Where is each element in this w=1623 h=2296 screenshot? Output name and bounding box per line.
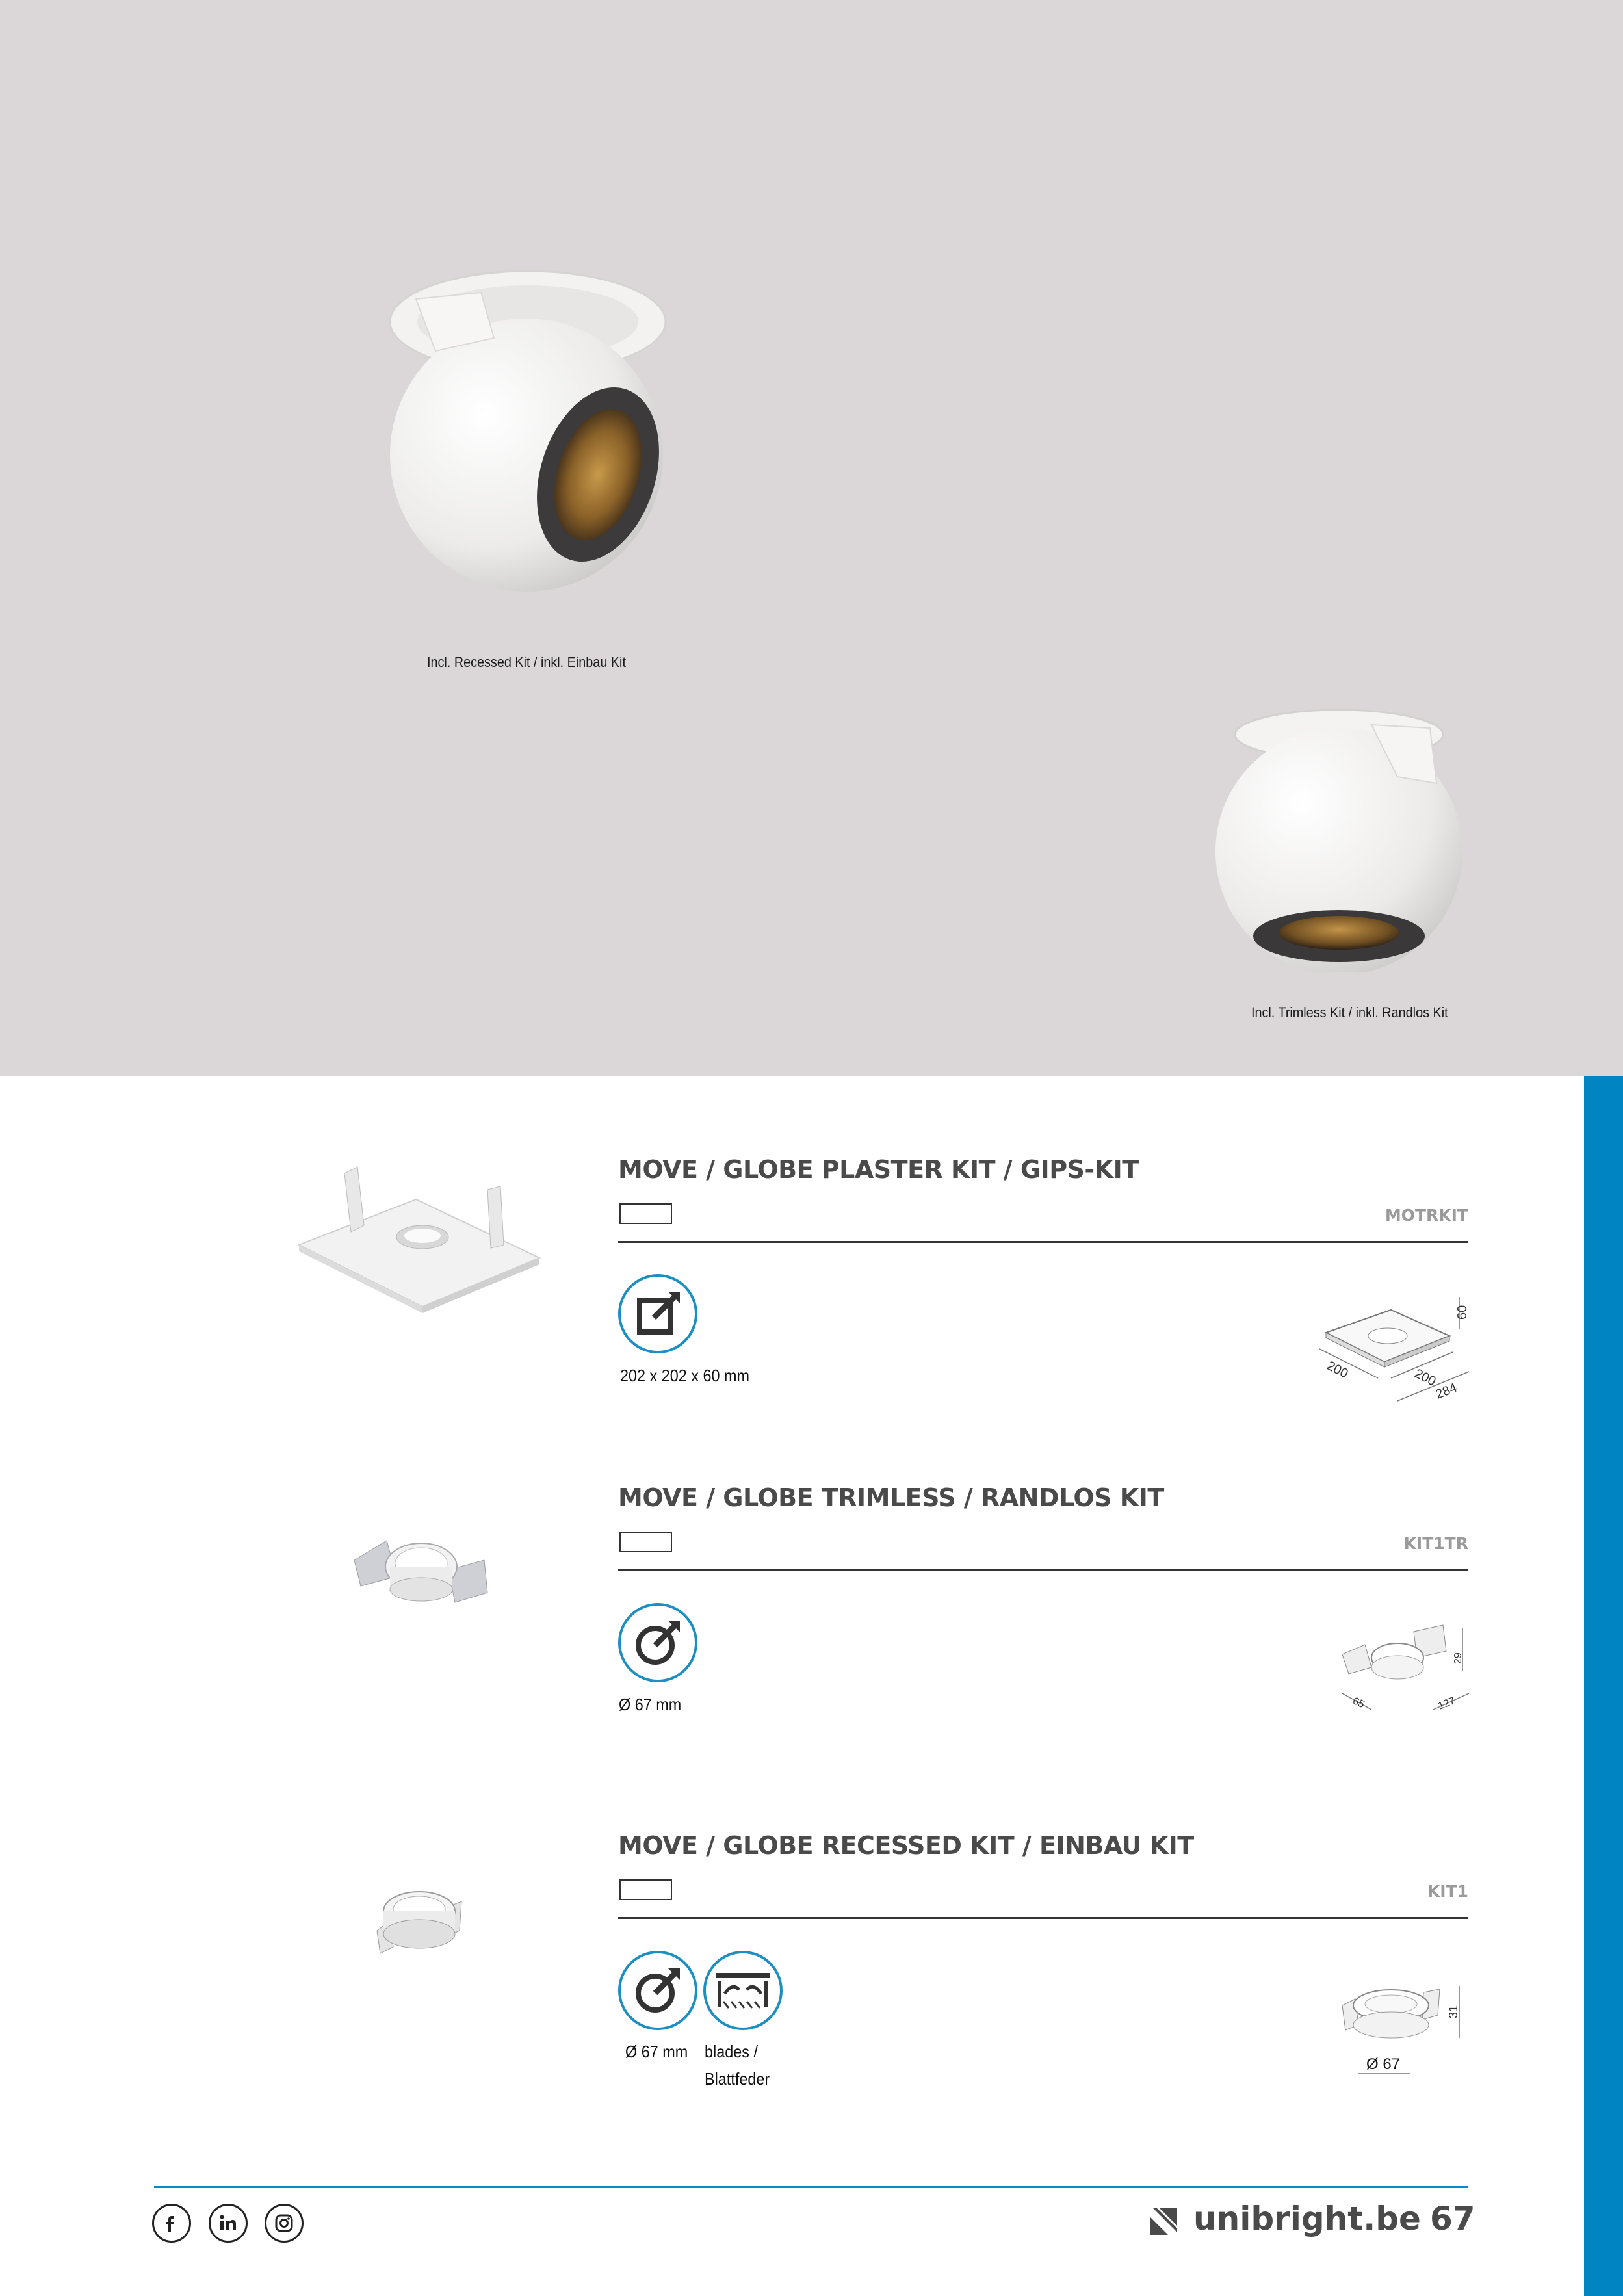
product-divider — [618, 1917, 1468, 1919]
product-code-motrkit: MOTRKIT — [1384, 1206, 1468, 1225]
product-code-kit1tr: KIT1TR — [1403, 1534, 1468, 1553]
product-divider — [618, 1241, 1468, 1243]
globe-trimless-photo — [1209, 705, 1469, 972]
dimension-drawing-recessed-kit — [1339, 1979, 1469, 2077]
cut-out-round-icon — [618, 1951, 697, 2030]
dimension-label: 200 — [1412, 1366, 1438, 1389]
caption-trimless-kit: Incl. Trimless Kit / inkl. Randlos Kit — [1251, 1004, 1448, 1021]
dimension-label: 200 — [1324, 1358, 1351, 1381]
dimension-drawing-trimless-kit — [1336, 1619, 1472, 1719]
cut-out-square-icon — [618, 1274, 697, 1353]
plaster-kit-photo — [292, 1160, 546, 1316]
product-title-plaster-kit: MOVE / GLOBE PLASTER KIT / GIPS-KIT — [618, 1155, 1139, 1184]
footer-divider — [154, 2186, 1468, 2188]
color-swatch-white — [619, 1879, 672, 1900]
hero-image-area — [0, 0, 1623, 1076]
cut-out-round-icon — [618, 1603, 697, 1682]
caption-recessed-kit: Incl. Recessed Kit / inkl. Einbau Kit — [427, 654, 626, 670]
product-title-trimless-kit: MOVE / GLOBE TRIMLESS / RANDLOS KIT — [618, 1483, 1164, 1512]
dimension-label: 60 — [1455, 1305, 1470, 1320]
globe-recessed-photo — [383, 260, 676, 611]
dimension-drawing-plaster-kit — [1313, 1290, 1472, 1407]
linkedin-icon[interactable] — [209, 2204, 248, 2243]
color-swatch-white — [619, 1532, 672, 1552]
accent-side-bar — [1584, 1076, 1623, 2296]
dimension-label: 65 — [1351, 1695, 1366, 1711]
spec-blades-de: Blattfeder — [705, 2069, 770, 2089]
dimension-label: 29 — [1453, 1652, 1464, 1664]
trimless-kit-photo — [351, 1531, 494, 1612]
brand-url[interactable]: unibright.be — [1193, 2200, 1421, 2237]
spec-cut-out-diameter: Ø 67 mm — [619, 1695, 682, 1714]
spec-cut-out-size: 202 x 202 x 60 mm — [620, 1366, 750, 1385]
facebook-icon[interactable] — [152, 2204, 191, 2243]
spec-blades: blades / — [705, 2042, 758, 2061]
unibright-logo-icon — [1150, 2208, 1177, 2235]
blade-spring-icon — [703, 1951, 783, 2030]
dimension-label: 31 — [1447, 2005, 1460, 2018]
product-divider — [618, 1569, 1468, 1571]
spec-cut-out-diameter: Ø 67 mm — [625, 2042, 688, 2061]
dimension-label: 127 — [1436, 1695, 1457, 1712]
product-title-recessed-kit: MOVE / GLOBE RECESSED KIT / EINBAU KIT — [618, 1831, 1194, 1860]
color-swatch-white — [619, 1203, 672, 1224]
dimension-label: 284 — [1433, 1380, 1459, 1402]
page-number: 67 — [1430, 2200, 1475, 2237]
recessed-kit-photo — [374, 1882, 465, 1963]
instagram-icon[interactable] — [265, 2204, 304, 2243]
product-code-kit1: KIT1 — [1427, 1882, 1468, 1901]
dimension-label: Ø 67 — [1366, 2055, 1401, 2073]
